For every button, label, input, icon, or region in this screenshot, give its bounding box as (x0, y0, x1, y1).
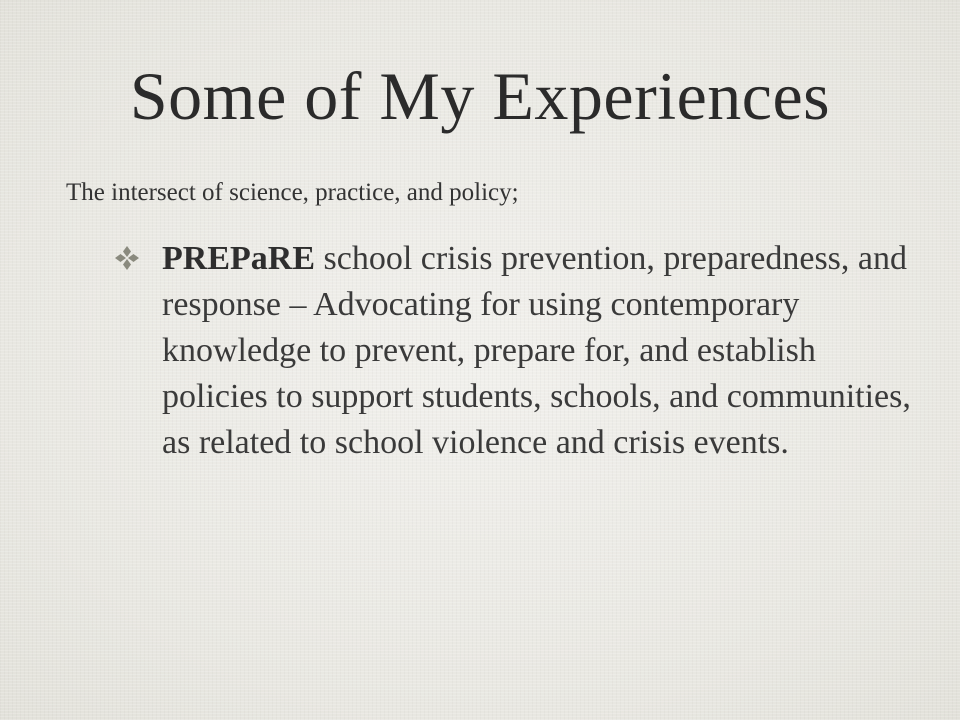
four-diamond-bullet-icon (114, 245, 140, 271)
slide-title: Some of My Experiences (129, 58, 831, 134)
bullet-body: school crisis prevention, preparedness, and response – Advocating for using contemporary knowledge to prevent, prepare for, and establish policies to support students, schools, and communities, as related to school violence and crisis events. (162, 240, 911, 461)
bullet-text (162, 236, 922, 466)
slide-subtitle: The intersect of science, practice, and policy; (66, 179, 519, 206)
bullet-bold-term: PREPaRE (162, 240, 315, 277)
